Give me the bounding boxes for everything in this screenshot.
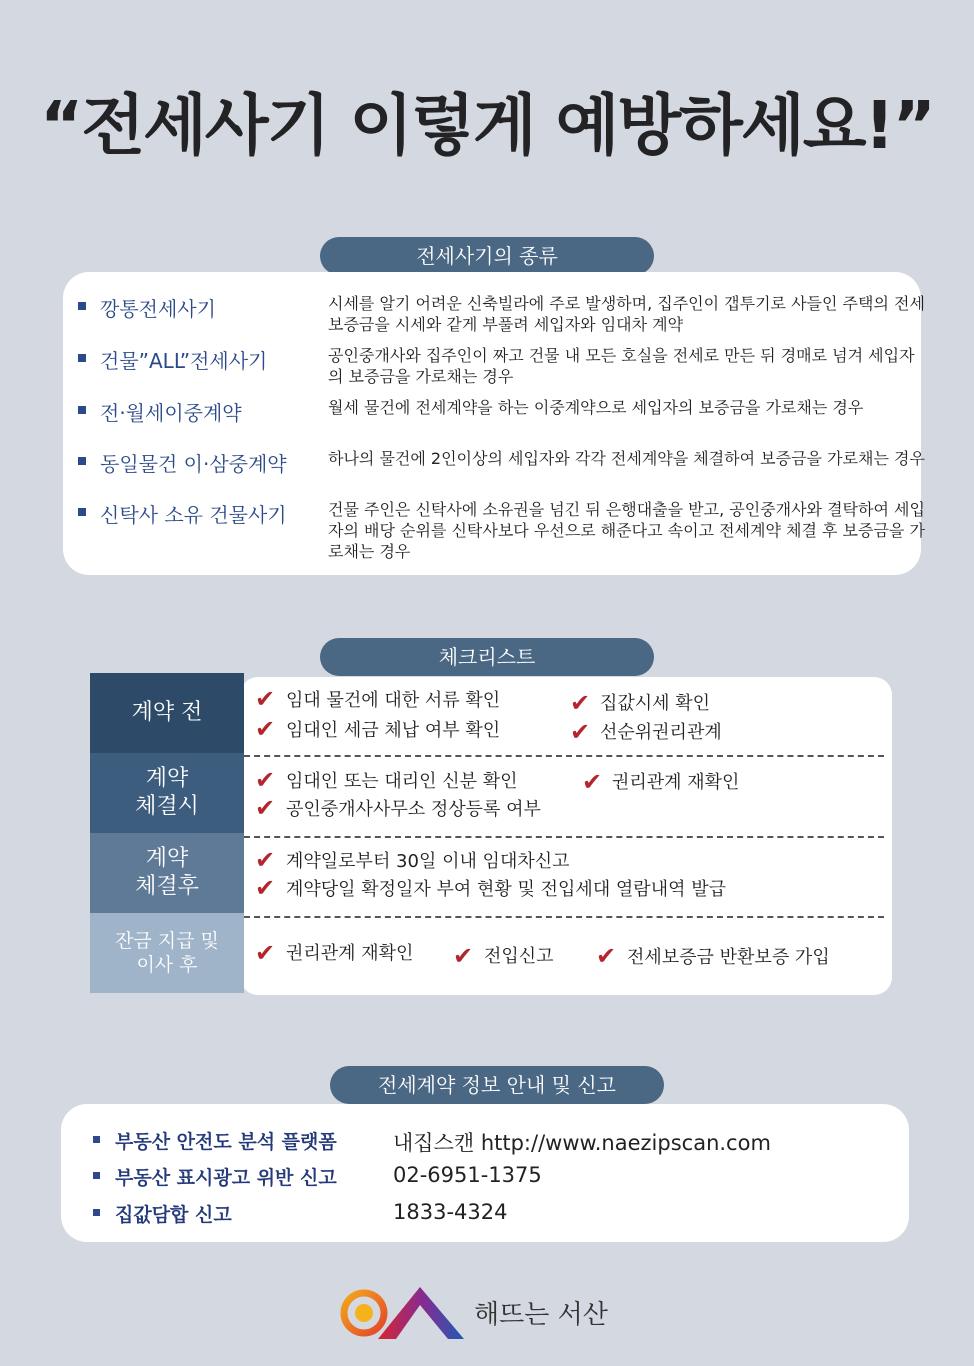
info-heading: 전세계약 정보 안내 및 신고 — [330, 1066, 664, 1104]
check-icon: ✔ — [255, 846, 276, 874]
stage-before-contract: 계약 전 — [90, 673, 244, 753]
bullet-icon — [78, 406, 86, 414]
bullet-icon — [78, 457, 86, 465]
bullet-icon — [93, 1172, 100, 1179]
check-icon: ✔ — [596, 942, 617, 970]
info-value: 02-6951-1375 — [393, 1163, 542, 1187]
check-icon: ✔ — [255, 766, 276, 794]
info-label: 부동산 안전도 분석 플랫폼 — [115, 1131, 337, 1153]
check-icon: ✔ — [453, 942, 474, 970]
checklist-item: 선순위권리관계 — [600, 722, 722, 743]
type-desc: 월세 물건에 전세계약을 하는 이중계약으로 세입자의 보증금을 가로채는 경우 — [328, 398, 864, 417]
info-value: 1833-4324 — [393, 1200, 508, 1224]
checklist-heading: 체크리스트 — [320, 638, 654, 676]
check-icon: ✔ — [255, 794, 276, 822]
type-desc: 시세를 알기 어려운 신축빌라에 주로 발생하며, 집주인이 갭투기로 사들인 주택의 전세 보증금을 시세와 같게 부풀려 세입자와 임대차 계약 — [328, 294, 925, 334]
type-desc: 건물 주인은 신탁사에 소유권을 넘긴 뒤 은행대출을 받고, 공인중개사와 결탁하여 세입자의 배당 순위를 신탁사보다 우선으로 해준다고 속이고 전세계약 체결 후 보증금을 가로채는 경우 — [328, 500, 925, 561]
checklist-item: 임대인 또는 대리인 신분 확인 — [286, 771, 518, 792]
info-label: 집값담합 신고 — [115, 1204, 232, 1226]
stage-after-moving: 잔금 지급 및 이사 후 — [90, 913, 244, 993]
check-icon: ✔ — [255, 874, 276, 902]
bullet-icon — [78, 302, 86, 310]
check-icon: ✔ — [570, 718, 591, 746]
info-label: 부동산 표시광고 위반 신고 — [115, 1167, 337, 1189]
checklist-item: 권리관계 재확인 — [286, 943, 414, 964]
type-name: 전·월세이중계약 — [100, 401, 242, 425]
checklist-item: 임대인 세금 체납 여부 확인 — [286, 720, 501, 741]
check-icon: ✔ — [570, 689, 591, 717]
bullet-icon — [78, 508, 86, 516]
type-desc: 공인중개사와 집주인이 짜고 건물 내 모든 호실을 전세로 만든 뒤 경매로 넘겨 세입자의 보증금을 가로채는 경우 — [328, 346, 915, 386]
stage-after-contract: 계약 체결후 — [90, 833, 244, 913]
checklist-item: 공인중개사사무소 정상등록 여부 — [286, 799, 541, 820]
info-value: 내집스캔 http://www.naezipscan.com — [393, 1131, 771, 1155]
bullet-icon — [93, 1136, 100, 1143]
checklist-item: 권리관계 재확인 — [612, 772, 740, 793]
types-heading: 전세사기의 종류 — [320, 237, 654, 275]
bullet-icon — [93, 1209, 100, 1216]
type-name: 신탁사 소유 건물사기 — [100, 503, 287, 527]
checklist-item: 계약당일 확정일자 부여 현황 및 전입세대 열람내역 발급 — [286, 879, 726, 900]
checklist-item: 전세보증금 반환보증 가입 — [627, 947, 830, 968]
divider — [244, 916, 884, 918]
bullet-icon — [78, 354, 86, 362]
checklist-item: 계약일로부터 30일 이내 임대차신고 — [286, 851, 570, 872]
stage-at-contract: 계약 체결시 — [90, 753, 244, 833]
checklist-item: 집값시세 확인 — [600, 693, 711, 714]
type-name: 건물”ALL”전세사기 — [100, 349, 268, 373]
check-icon: ✔ — [255, 939, 276, 967]
checklist-item: 전입신고 — [484, 946, 554, 967]
divider — [244, 755, 884, 757]
divider — [244, 836, 884, 838]
footer-text: 해뜨는 서산 — [474, 1300, 608, 1330]
seosan-city-logo-icon — [338, 1283, 470, 1343]
page-title: “전세사기 이렇게 예방하세요!” — [40, 87, 934, 164]
type-name: 깡통전세사기 — [100, 297, 216, 321]
check-icon: ✔ — [582, 768, 603, 796]
type-desc: 하나의 물건에 2인이상의 세입자와 각각 전세계약을 체결하여 보증금을 가로채는 경우 — [328, 449, 925, 468]
check-icon: ✔ — [255, 685, 276, 713]
checklist-item: 임대 물건에 대한 서류 확인 — [286, 690, 501, 711]
type-name: 동일물건 이·삼중계약 — [100, 452, 287, 476]
check-icon: ✔ — [255, 715, 276, 743]
